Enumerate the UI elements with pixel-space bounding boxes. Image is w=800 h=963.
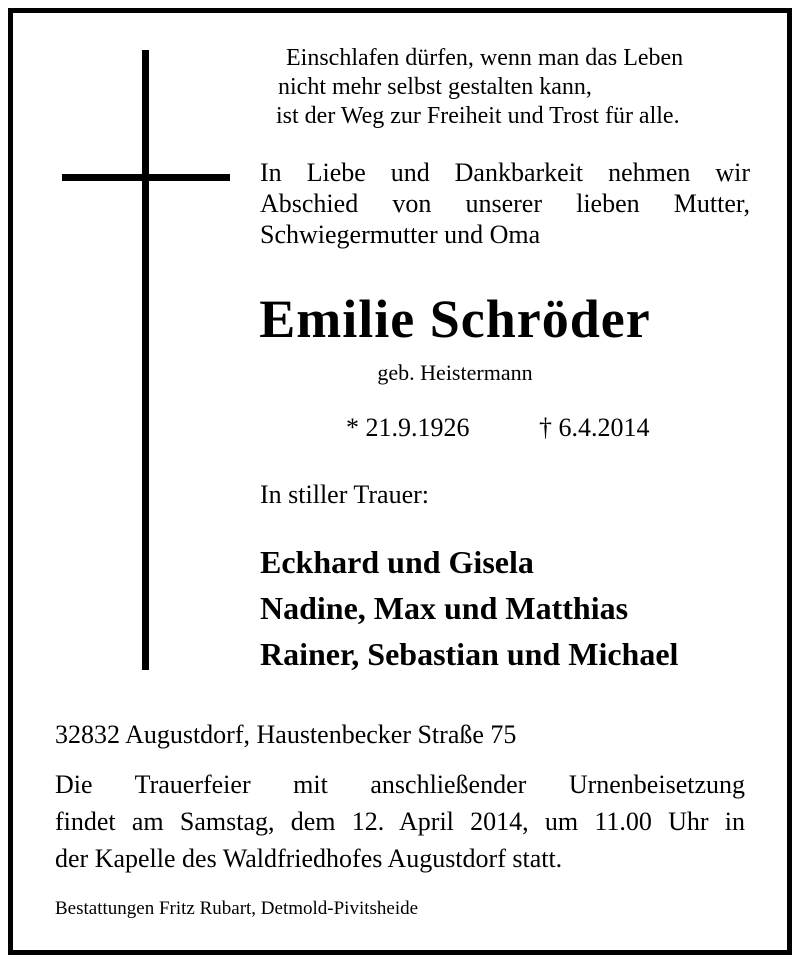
family-line: Rainer, Sebastian und Michael (260, 636, 679, 672)
family-line: Eckhard und Gisela (260, 544, 534, 580)
cross-icon-vertical-bar (142, 50, 149, 670)
birth-name: geb. Heistermann (377, 360, 533, 385)
address: 32832 Augustdorf, Haustenbecker Straße 75 (55, 720, 517, 749)
motto-verse (276, 44, 684, 131)
ceremony-line: findet am Samstag, dem 12. April 2014, um 11.00 Uhr in (55, 807, 745, 836)
mourning-label: In stiller Trauer: (260, 480, 429, 509)
birth-date: * 21.9.1926 (346, 413, 470, 442)
family-line: Nadine, Max und Matthias (260, 590, 629, 626)
family-list (260, 539, 678, 677)
intro-text (260, 157, 750, 250)
intro-line: In Liebe und Dankbarkeit nehmen wir (260, 158, 750, 187)
intro-line: Abschied von unserer lieben Mutter, (260, 189, 750, 218)
motto-line: Einschlafen dürfen, wenn man das Leben (286, 45, 684, 71)
ceremony-notice (55, 766, 745, 877)
ceremony-line: Die Trauerfeier mit anschließender Urnenbeisetzung (55, 770, 745, 799)
cross-icon-horizontal-bar (62, 174, 230, 181)
motto-line: nicht mehr selbst gestalten kann, (278, 74, 592, 100)
ceremony-line: der Kapelle des Waldfriedhofes Augustdorf statt. (55, 844, 563, 873)
undertaker-credit: Bestattungen Fritz Rubart, Detmold-Pivitsheide (55, 898, 419, 919)
deceased-name: Emilie Schröder (259, 289, 651, 349)
motto-line: ist der Weg zur Freiheit und Trost für alle. (276, 103, 680, 129)
intro-line: Schwiegermutter und Oma (260, 220, 541, 249)
death-date: † 6.4.2014 (539, 413, 650, 442)
